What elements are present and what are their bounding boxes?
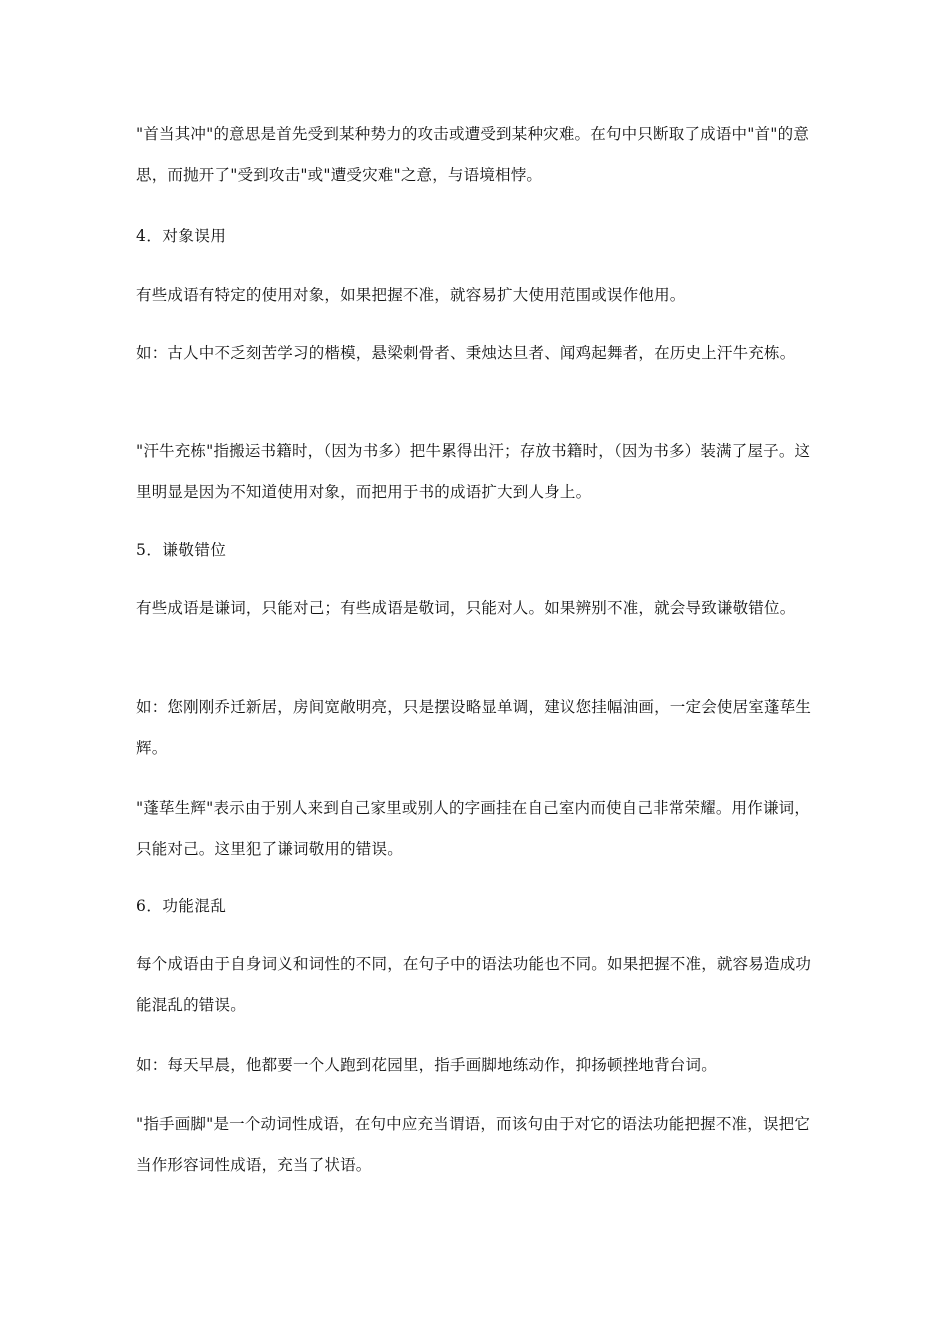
paragraph-example-hanniuchongdong: 如：古人中不乏刻苦学习的楷模，悬梁刺骨者、秉烛达旦者、闻鸡起舞者，在历史上汗牛充栋。 xyxy=(136,344,796,362)
paragraph-pengbishenghui-explanation: "蓬荜生辉"表示由于别人来到自己家里或别人的字画挂在自己室内而使自己非常荣耀。用作谦词，只能对己。这里犯了谦词敬用的错误。 xyxy=(136,799,811,858)
paragraph-hanniuchongdong-explanation: "汗牛充栋"指搬运书籍时，（因为书多）把牛累得出汗；存放书籍时，（因为书多）装满了屋子。这里明显是因为不知道使用对象，而把用于书的成语扩大到人身上。 xyxy=(136,442,811,501)
paragraph-zhishouhuajiao-explanation: "指手画脚"是一个动词性成语，在句中应充当谓语，而该句由于对它的语法功能把握不准，误把它当作形容词性成语，充当了状语。 xyxy=(136,1115,811,1174)
paragraph-object-misuse-intro: 有些成语有特定的使用对象，如果把握不准，就容易扩大使用范围或误作他用。 xyxy=(136,286,686,304)
section-heading-4: 4．对象误用 xyxy=(136,227,227,245)
section-heading-5: 5．谦敬错位 xyxy=(136,541,227,559)
section-heading-6: 6．功能混乱 xyxy=(136,897,227,915)
paragraph-modesty-intro: 有些成语是谦词，只能对己；有些成语是敬词，只能对人。如果辨别不准，就会导致谦敬错位。 xyxy=(136,599,796,617)
paragraph-function-intro: 每个成语由于自身词义和词性的不同，在句子中的语法功能也不同。如果把握不准，就容易造成功能混乱的错误。 xyxy=(136,955,812,1014)
paragraph-example-pengbishenghui: 如：您刚刚乔迁新居，房间宽敞明亮，只是摆设略显单调，建议您挂幅油画，一定会使居室蓬荜生辉。 xyxy=(136,698,812,757)
paragraph-example-zhishouhuajiao: 如：每天早晨，他都要一个人跑到花园里，指手画脚地练动作，抑扬顿挫地背台词。 xyxy=(136,1056,717,1074)
paragraph-shoudangqichong-explanation: "首当其冲"的意思是首先受到某种势力的攻击或遭受到某种灾难。在句中只断取了成语中"首"的意思，而抛开了"受到攻击"或"遭受灾难"之意，与语境相悖。 xyxy=(136,125,810,184)
